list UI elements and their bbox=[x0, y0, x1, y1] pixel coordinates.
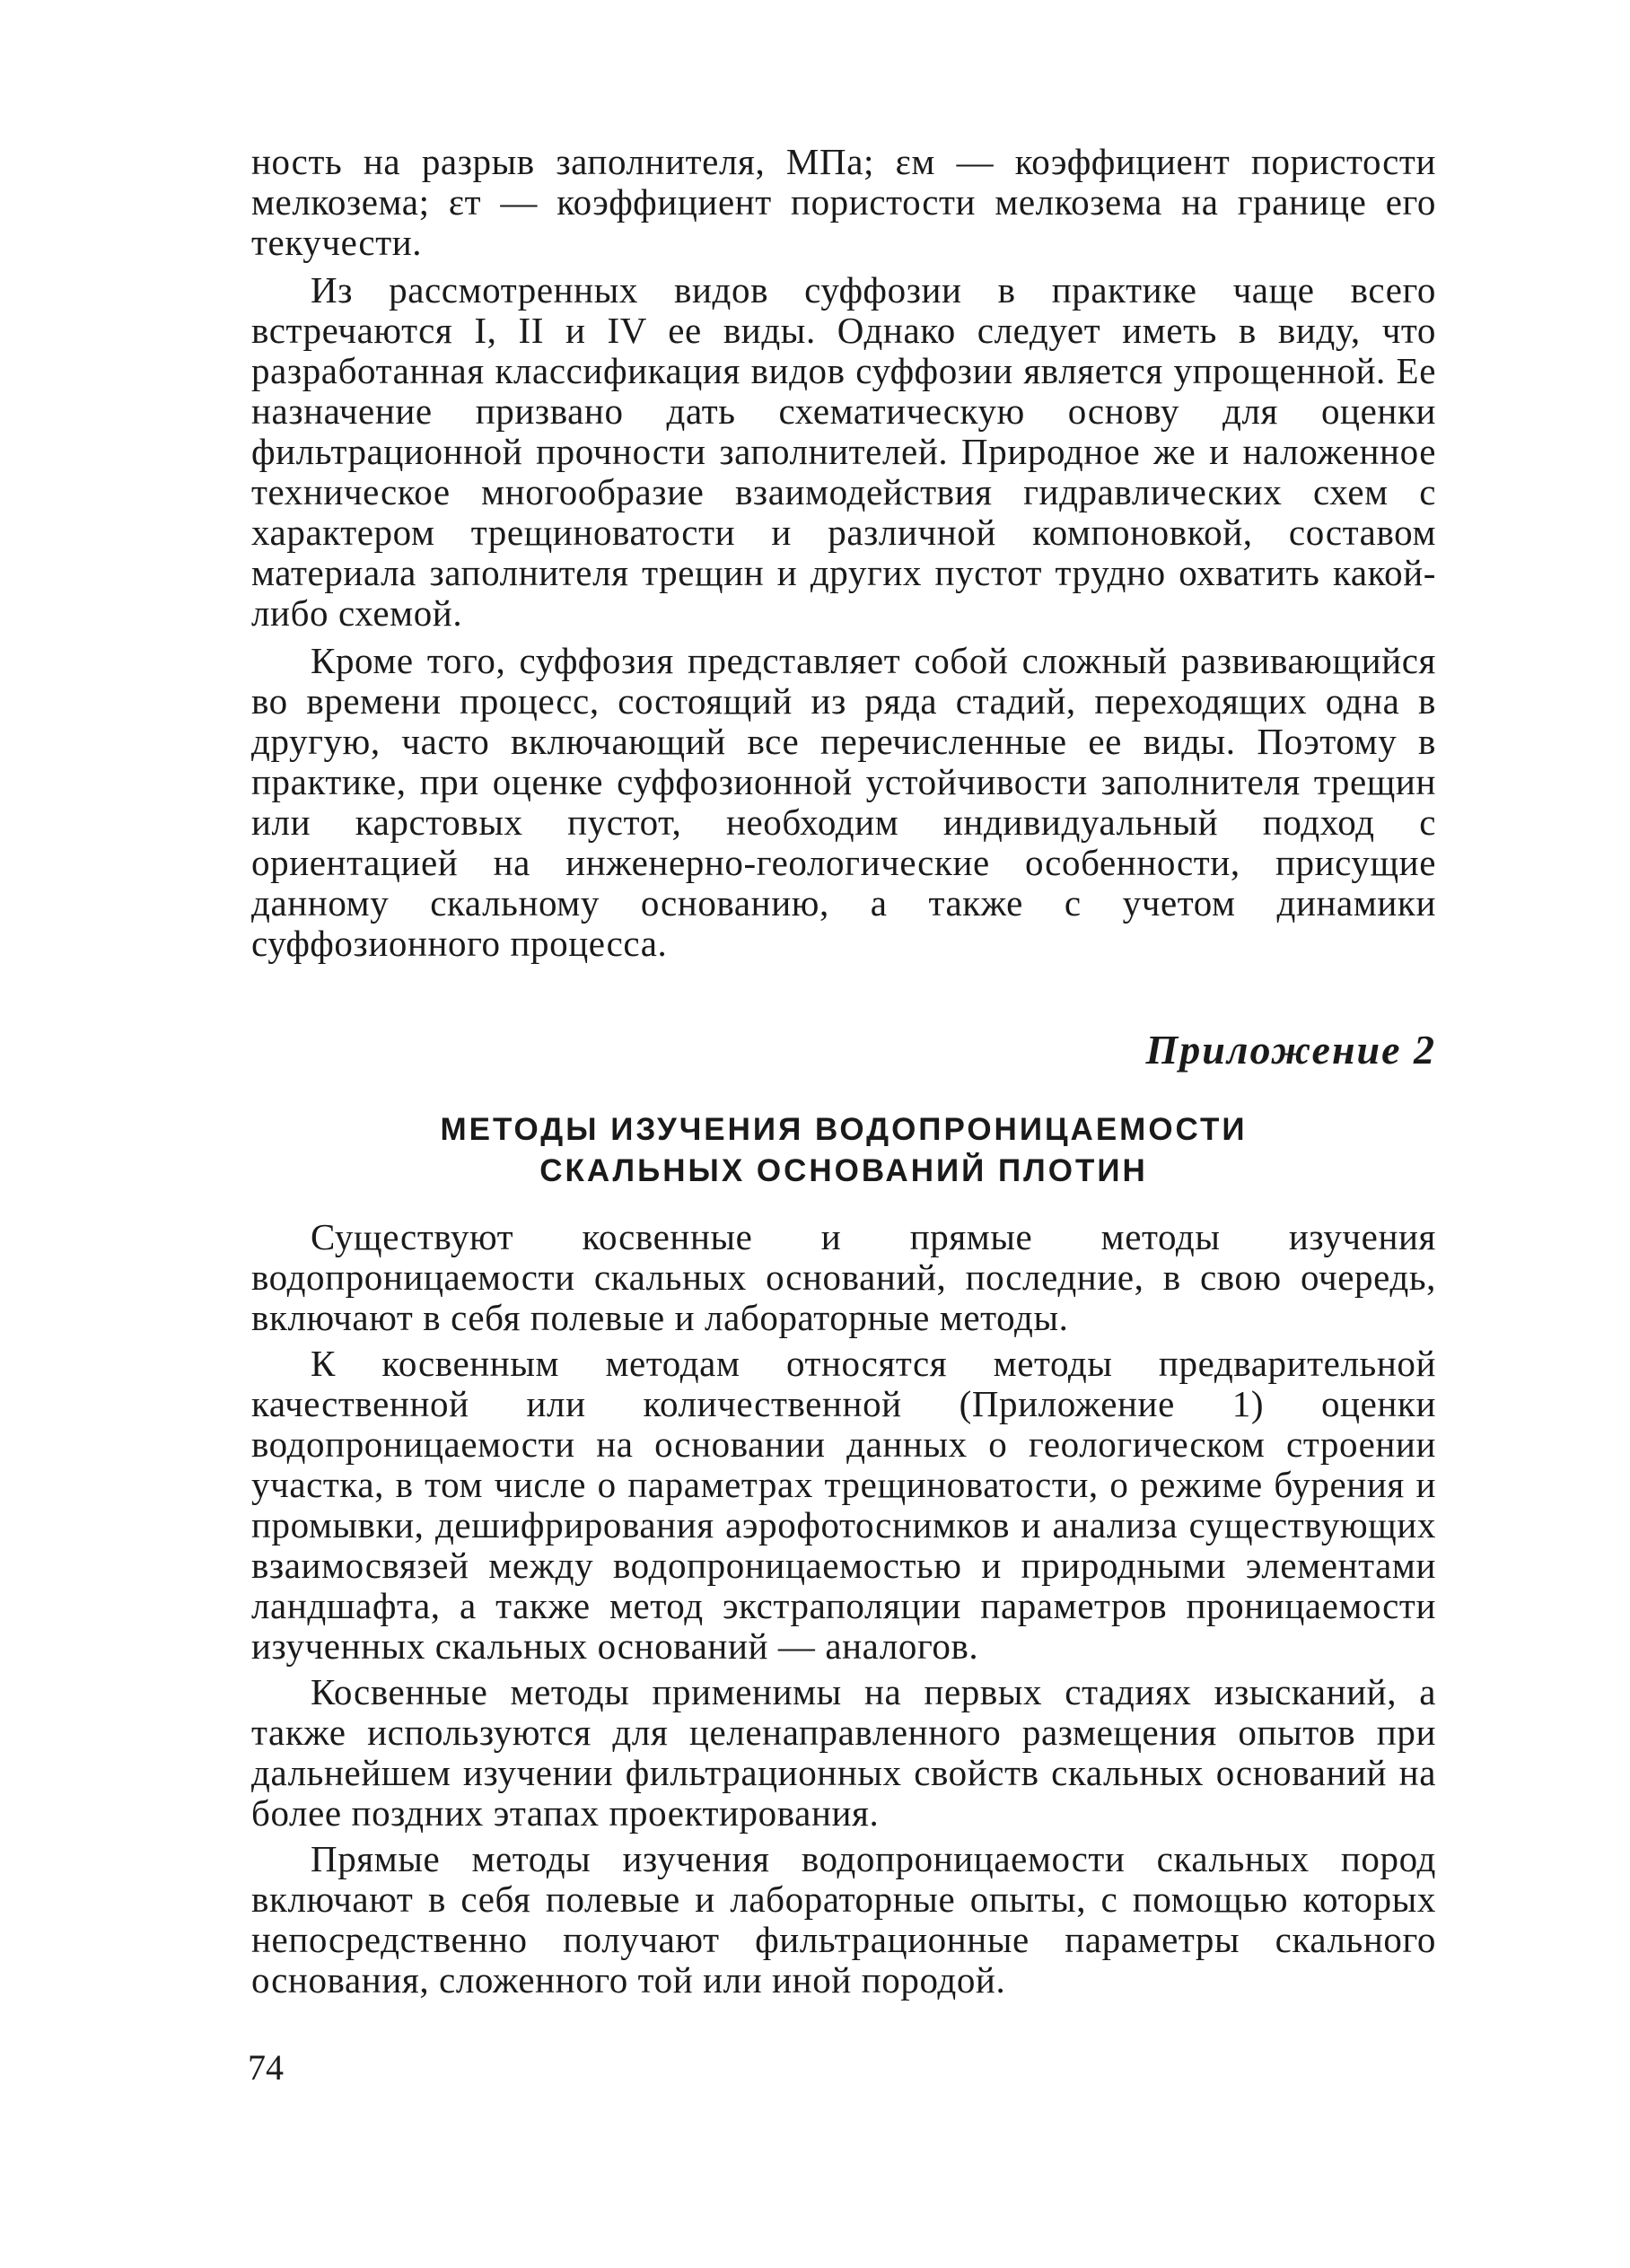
paragraph-direct-methods: Прямые методы изучения водопроницаемости скальных пород включают в себя полевые и лабораторные опыты, с помощью которых непосредственно получают фильтрационные параметры скального основания, сложенного той или иной породой. bbox=[251, 1838, 1436, 2001]
paragraph-indirect-application: Косвенные методы применимы на первых стадиях изысканий, а также используются для целенаправленного размещения опытов при дальнейшем изучении фильтрационных свойств скальных оснований на более поздних этапах проектирования. bbox=[251, 1671, 1436, 1834]
section-title-line-2: СКАЛЬНЫХ ОСНОВАНИЙ ПЛОТИН bbox=[539, 1153, 1148, 1188]
paragraph-continuation: ность на разрыв заполнителя, МПа; εм — коэффициент пористости мелкозема; εт — коэффициент пористости мелкозема на границе его текучести. bbox=[251, 141, 1436, 263]
paragraph-methods-overview: Существуют косвенные и прямые методы изучения водопроницаемости скальных оснований, последние, в свою очередь, включают в себя полевые и лабораторные методы. bbox=[251, 1216, 1436, 1338]
top-text-block bbox=[251, 142, 1436, 964]
section-title-line-1: МЕТОДЫ ИЗУЧЕНИЯ ВОДОПРОНИЦАЕМОСТИ bbox=[440, 1112, 1248, 1147]
appendix-label: Приложение 2 bbox=[1145, 1027, 1436, 1073]
page-number: 74 bbox=[248, 2047, 284, 2088]
paragraph-suffusion-process: Кроме того, суффозия представляет собой сложный развивающийся во времени процесс, состоящий из ряда стадий, переходящих одна в другую, часто включающий все перечисленные ее виды. Поэтому в практике, при оценке суффозионной устойчивости заполнителя трещин или карстовых пустот, необходим индивидуальный подход с ориентацией на инженерно-геологические особенности, присущие данному скальному основанию, а также с учетом динамики суффозионного процесса. bbox=[251, 640, 1436, 964]
bottom-text-block bbox=[251, 1217, 1436, 2001]
paragraph-indirect-methods: К косвенным методам относятся методы предварительной качественной или количественной (Приложение 1) оценки водопроницаемости на основании данных о геологическом строении участка, в том числе о параметрах трещиноватости, о режиме бурения и промывки, дешифрирования аэрофотоснимков и анализа существующих взаимосвязей между водопроницаемостью и природными элементами ландшафта, а также метод экстраполяции параметров проницаемости изученных скальных оснований — аналогов. bbox=[251, 1343, 1436, 1667]
section-title bbox=[251, 1109, 1436, 1192]
paragraph-suffusion-types: Из рассмотренных видов суффозии в практике чаще всего встречаются I, II и IV ее виды. Однако следует иметь в виду, что разработанная классификация видов суффозии является упрощенной. Ее назначение призвано дать схематическую основу для оценки фильтрационной прочности заполнителей. Природное же и наложенное техническое многообразие взаимодействия гидравлических схем с характером трещиноватости и различной компоновкой, составом материала заполнителя трещин и других пустот трудно охватить какой-либо схемой. bbox=[251, 269, 1436, 634]
